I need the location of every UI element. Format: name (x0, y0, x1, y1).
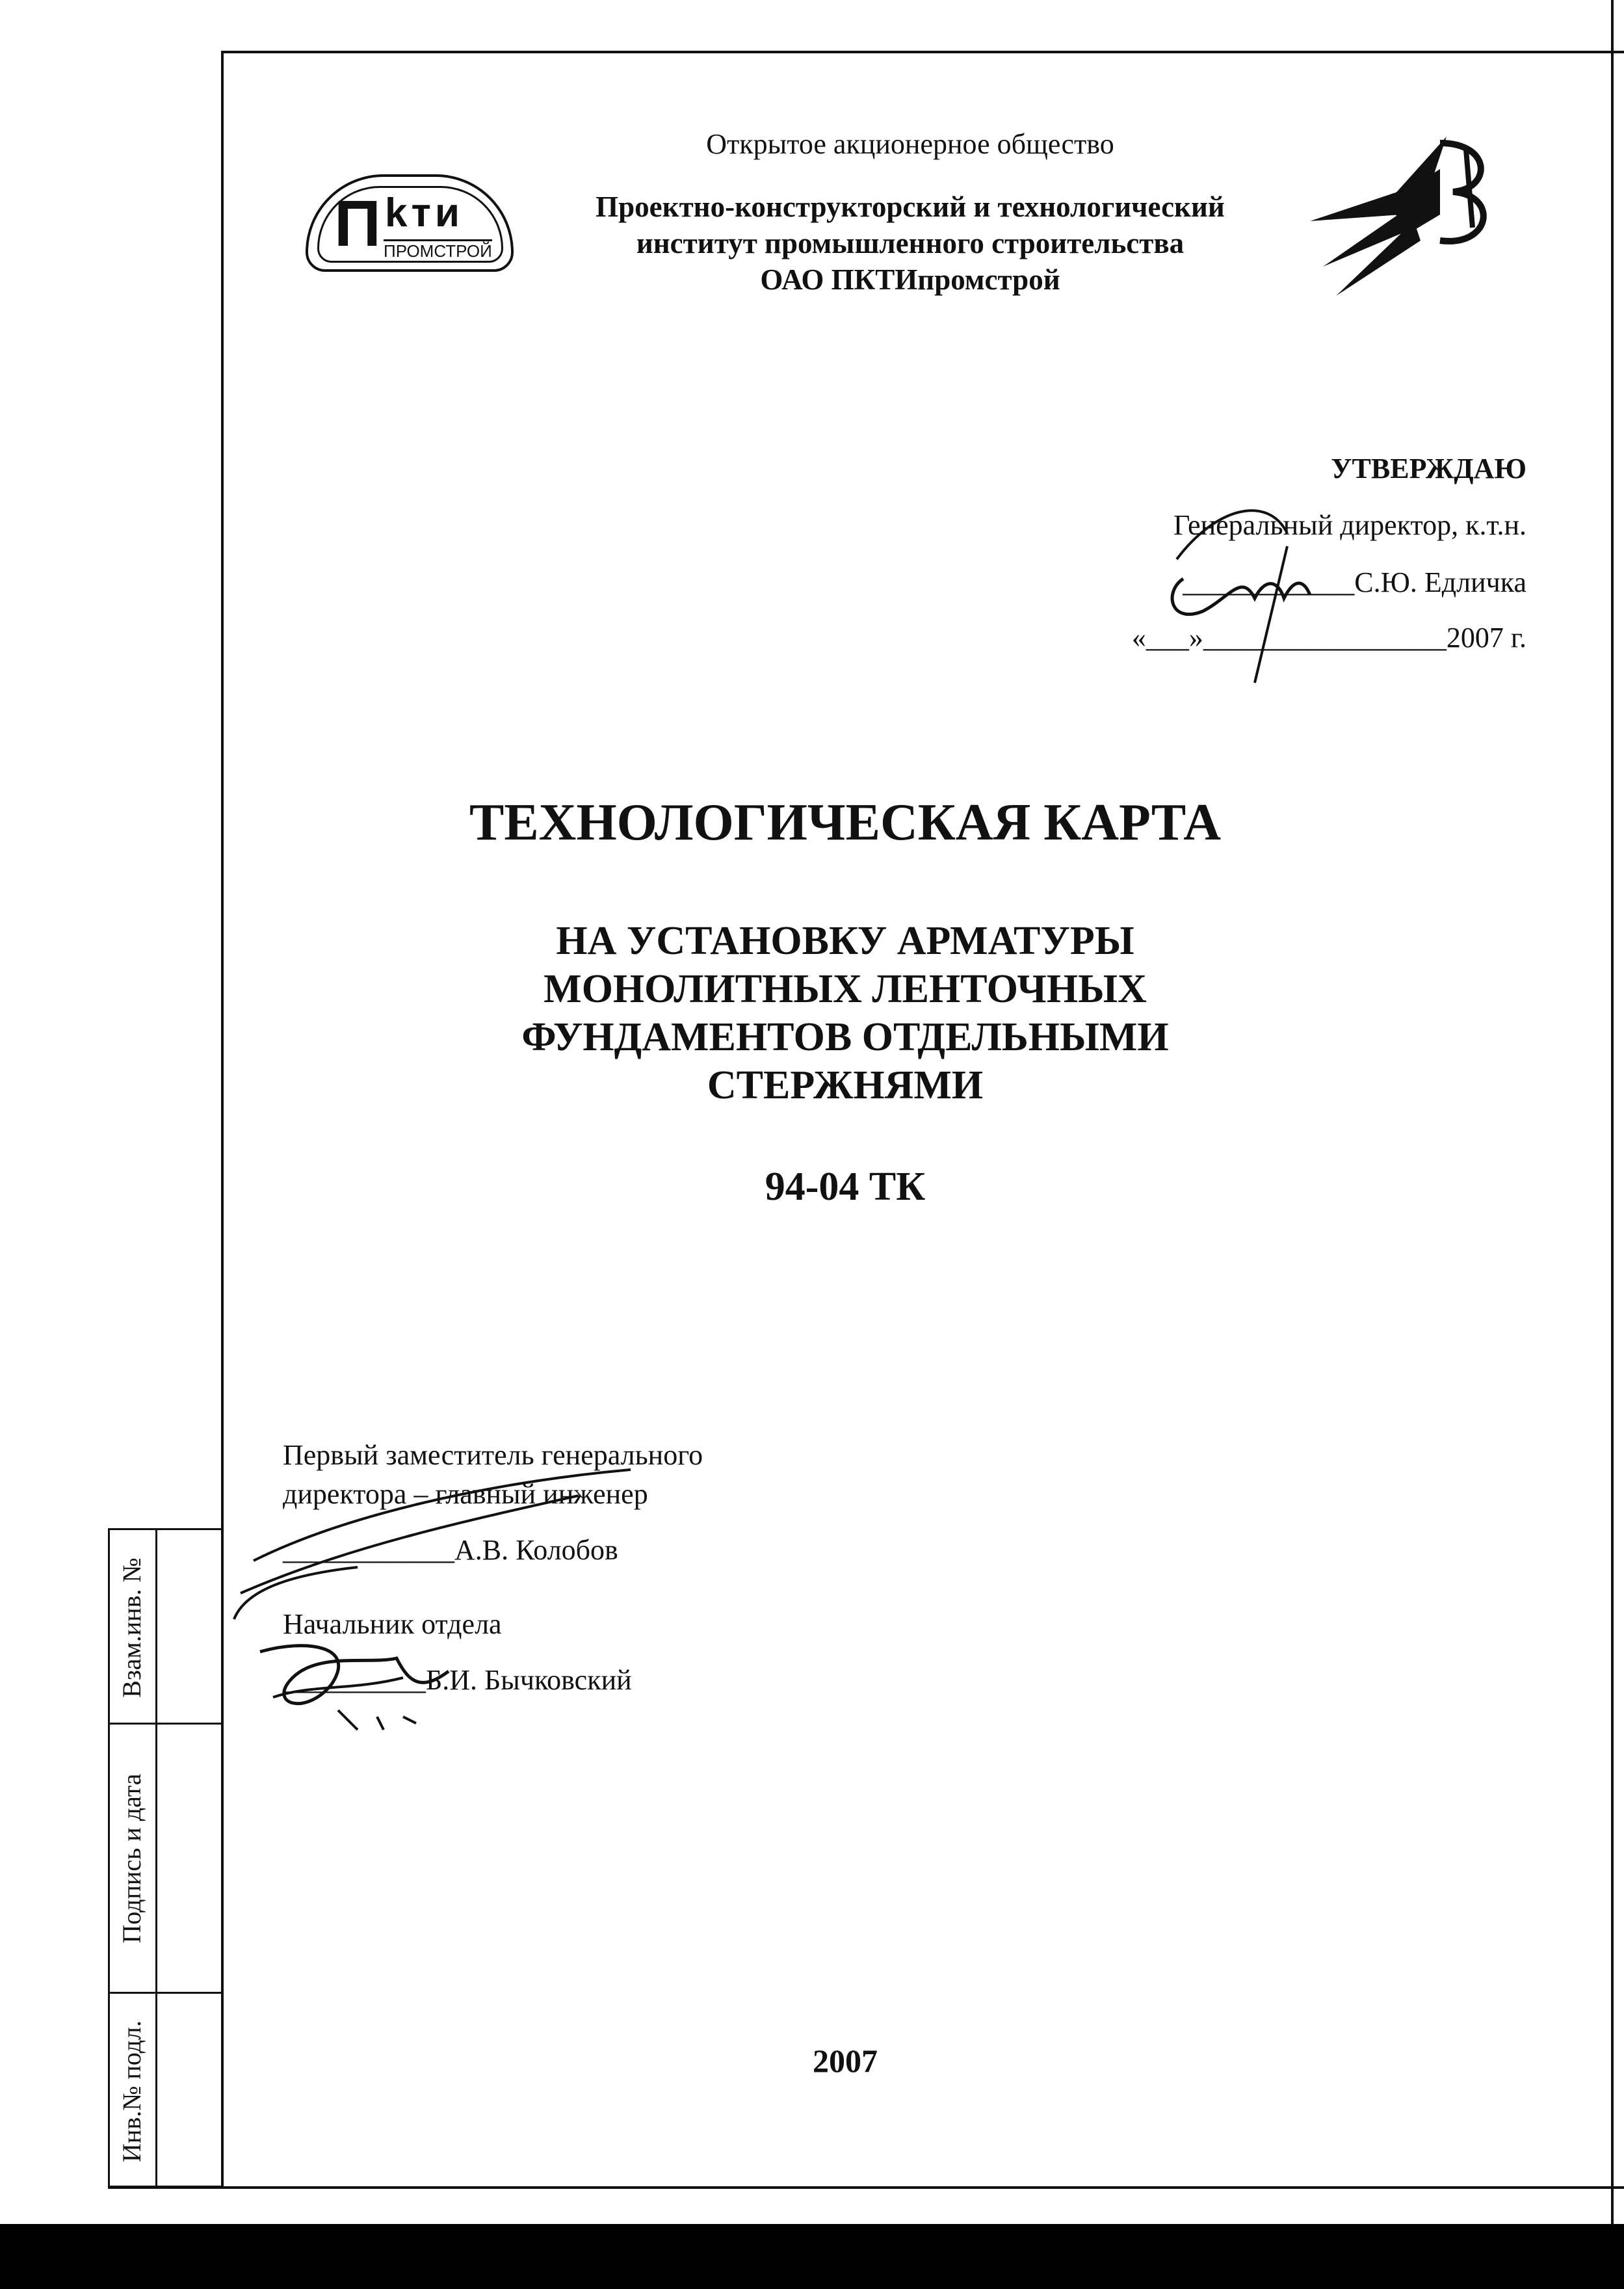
first-deputy-name: ____________А.В. Колобов (283, 1534, 618, 1566)
stamp-cell-original-inv: Инв.№ подл. (117, 2020, 146, 2162)
document-year: 2007 (813, 2043, 878, 2079)
org-name-line2: институт промышленного строительства (636, 227, 1185, 259)
org-short-name: ОАО ПКТИпромстрой (760, 263, 1060, 296)
dept-head-signature (254, 1626, 462, 1743)
first-deputy-title-line1: Первый заместитель генерального (283, 1439, 703, 1471)
subject-line2: МОНОЛИТНЫХ ЛЕНТОЧНЫХ (544, 967, 1147, 1011)
dept-head-title: Начальник отдела (283, 1608, 502, 1640)
logo-letter: П (334, 187, 381, 260)
director-signature (1125, 481, 1359, 689)
org-type: Открытое акционерное общество (706, 128, 1114, 160)
dept-head-name: __________Б.И. Бычковский (283, 1664, 632, 1696)
scan-bottom-band (0, 2224, 1624, 2289)
first-deputy-signature (215, 1444, 683, 1639)
logo-text-bottom: ПРОМСТРОЙ (384, 239, 492, 261)
document-type-title: ТЕХНОЛОГИЧЕСКАЯ КАРТА (469, 794, 1222, 851)
stamp-cell-replace-inv: Взам.инв. № (117, 1557, 146, 1698)
subject-line3: ФУНДАМЕНТОВ ОТДЕЛЬНЫМИ (521, 1015, 1169, 1059)
org-name-line1: Проектно-конструкторский и технологический (596, 191, 1225, 223)
approval-position: Генеральный директор, к.т.н. (1173, 509, 1526, 541)
frame-right (1611, 0, 1614, 2224)
frame-top (221, 51, 1624, 53)
approval-title: УТВЕРЖДАЮ (1331, 453, 1526, 484)
stamp-cell-signature-date: Подпись и дата (117, 1773, 146, 1944)
document-code: 94-04 ТК (765, 1165, 926, 1209)
subject-line4: СТЕРЖНЯМИ (707, 1063, 984, 1107)
logo-text-top: kти (385, 191, 464, 235)
first-deputy-title-line2: директора – главный инженер (283, 1478, 648, 1510)
approval-name: ____________С.Ю. Едличка (1183, 566, 1526, 598)
side-stamp (108, 1528, 222, 2188)
subject-line1: НА УСТАНОВКУ АРМАТУРЫ (556, 919, 1134, 963)
approval-date: «___»_________________2007 г. (1131, 622, 1526, 654)
frame-bottom (108, 2186, 1624, 2189)
